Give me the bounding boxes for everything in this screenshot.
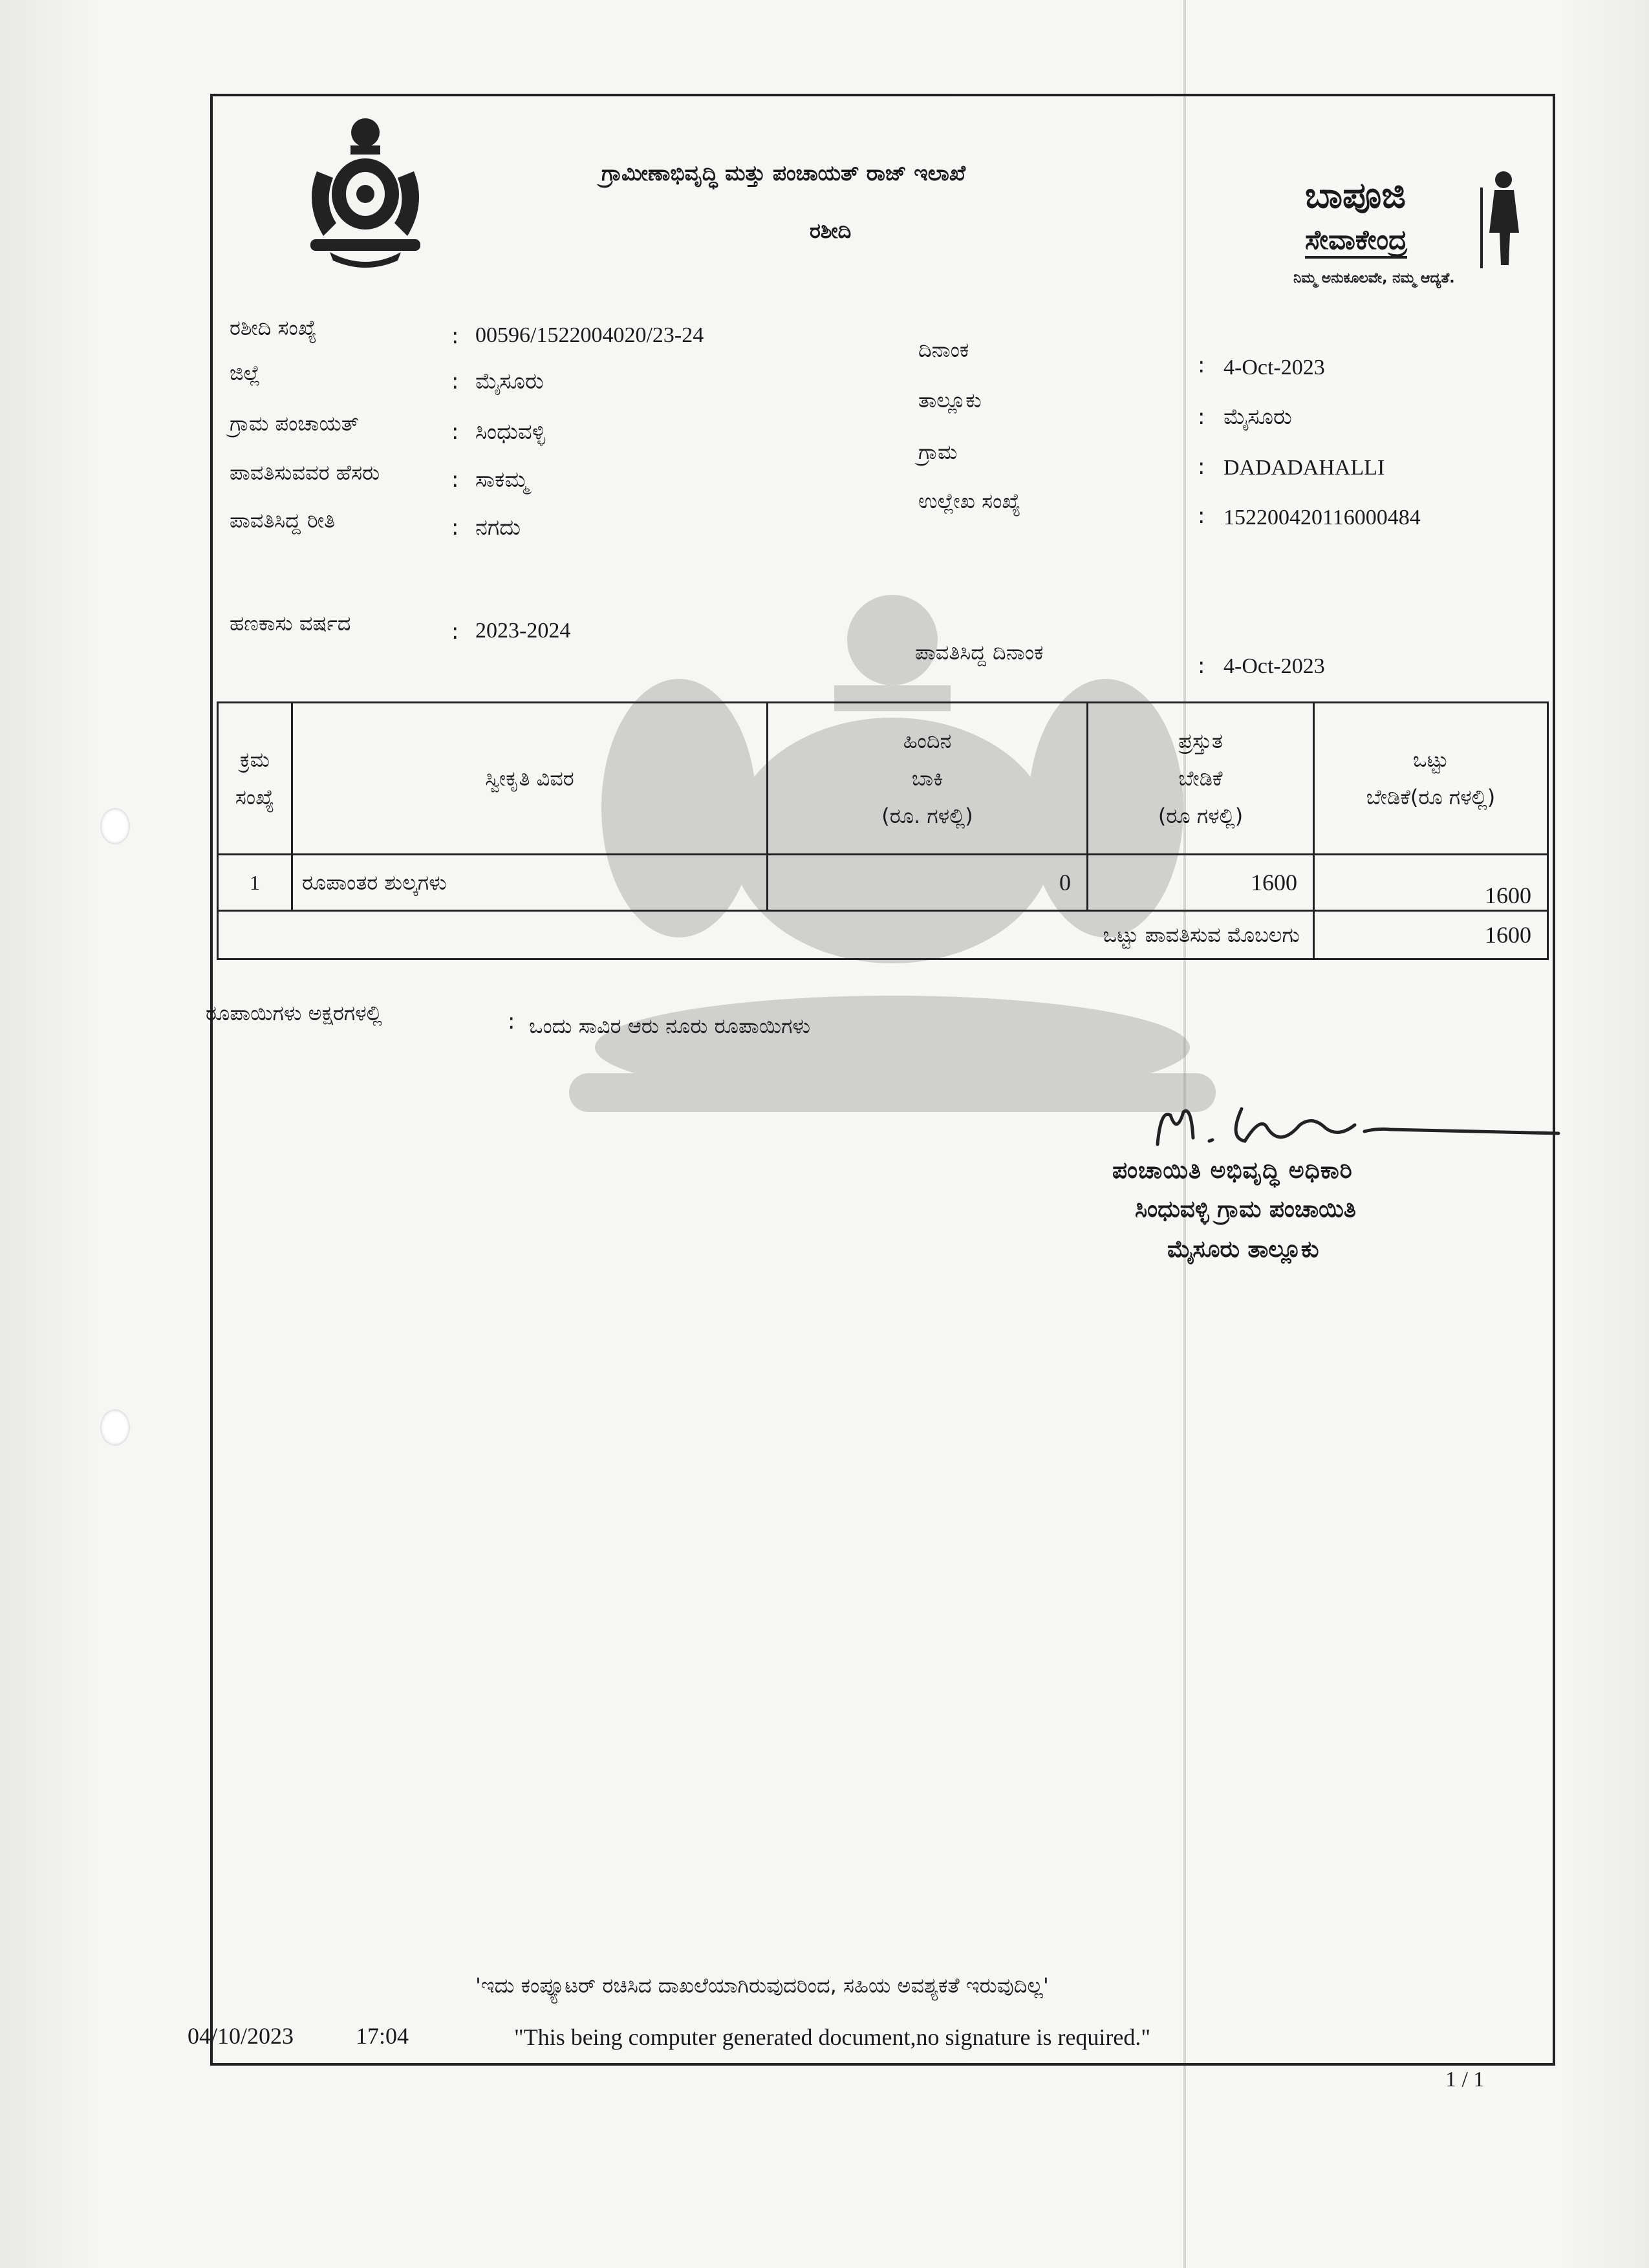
amount-words-label: ರೂಪಾಯಿಗಳು ಅಕ್ಷರಗಳಲ್ಲಿ — [206, 1001, 382, 1025]
stamp-line-1: ಪಂಚಾಯಿತಿ ಅಭಿವೃದ್ಧಿ ಅಧಿಕಾರಿ — [1112, 1157, 1353, 1184]
header-text: ಒಟ್ಟು — [1413, 747, 1449, 772]
payment-mode-value: ನಗದು — [475, 515, 521, 540]
table-total-row — [218, 911, 1548, 959]
reference-number-label: ಉಲ್ಲೇಖ ಸಂಖ್ಯೆ — [918, 489, 1021, 513]
header-text: ಸಂಖ್ಯೆ — [235, 785, 275, 809]
payer-name-label: ಪಾವತಿಸುವವರ ಹೆಸರು — [230, 460, 380, 485]
punch-hole — [100, 1409, 130, 1446]
receipt-number-value: 00596/1522004020/23-24 — [475, 323, 704, 347]
header-current-demand — [1088, 703, 1314, 855]
header-previous-due — [768, 703, 1088, 855]
financial-year-label: ಹಣಕಾಸು ವರ್ಷದ — [230, 611, 351, 636]
gram-panchayat-label: ಗ್ರಾಮ ಪಂಚಾಯತ್ — [230, 411, 360, 436]
stamp-line-2: ಸಿಂಧುವಳ್ಳಿ ಗ್ರಾಮ ಪಂಚಾಯಿತಿ — [1135, 1196, 1356, 1223]
header-text: ಬೇಡಿಕೆ(ರೂ ಗಳಲ್ಲಿ) — [1366, 785, 1496, 809]
colon: : — [451, 515, 459, 540]
date-label: ದಿನಾಂಕ — [918, 337, 969, 362]
row-description: ರೂಪಾಂತರ ಶುಲ್ಕಗಳು — [292, 855, 768, 911]
amount-words-value: ಒಂದು ಸಾವಿರ ಆರು ನೂರು ರೂಪಾಯಿಗಳು — [529, 1014, 810, 1038]
row-total-demand: 1600 — [1314, 855, 1548, 911]
total-payable-label: ಒಟ್ಟು ಪಾವತಿಸುವ ಮೊಬಲಗು — [218, 911, 1314, 959]
stamp-line-3: ಮೈಸೂರು ತಾಲ್ಲೂಕು — [1167, 1236, 1319, 1263]
header-text: ಪ್ರಸ್ತುತ — [1178, 729, 1223, 753]
row-previous-due: 0 — [768, 855, 1088, 911]
header-text: ಬಾಕಿ — [911, 766, 943, 791]
header-text: (ರೂ. ಗಳಲ್ಲಿ) — [881, 804, 973, 828]
colon: : — [1198, 653, 1205, 679]
header-text: ಸ್ವೀಕೃತಿ ವಿವರ — [485, 766, 574, 791]
bapuji-logo — [1287, 168, 1539, 297]
colon: : — [1198, 503, 1205, 529]
taluk-value: ಮೈಸೂರು — [1223, 404, 1292, 430]
punch-hole — [100, 808, 130, 844]
colon: : — [1198, 352, 1205, 378]
receipt-number-label: ರಶೀದಿ ಸಂಖ್ಯೆ — [230, 316, 317, 340]
table-header-row — [218, 703, 1548, 855]
financial-year-value: 2023-2024 — [475, 619, 571, 643]
colon: : — [1198, 454, 1205, 480]
header-total-demand — [1314, 703, 1548, 855]
header-text: ಹಿಂದಿನ — [903, 729, 952, 753]
fee-table — [217, 701, 1549, 960]
village-label: ಗ್ರಾಮ — [918, 440, 958, 464]
print-time: 17:04 — [356, 2023, 409, 2049]
header-serial — [218, 703, 292, 855]
colon: : — [451, 369, 459, 394]
village-value: DADADAHALLI — [1223, 456, 1385, 480]
taluk-label: ತಾಲ್ಲೂಕು — [918, 388, 982, 412]
district-value: ಮೈಸೂರು — [475, 369, 544, 394]
paid-date-value: 4-Oct-2023 — [1223, 654, 1325, 678]
row-current-demand: 1600 — [1088, 855, 1314, 911]
logo-tagline: ನಿಮ್ಮ ಅನುಕೂಲವೇ, ನಮ್ಮ ಆದ್ಯತೆ. — [1293, 270, 1455, 286]
receipt-title: ರಶೀದಿ — [810, 219, 852, 243]
payer-name-value: ಸಾಕಮ್ಮ — [475, 467, 529, 493]
colon: : — [451, 419, 459, 445]
payment-mode-label: ಪಾವತಿಸಿದ್ದ ರೀತಿ — [230, 508, 336, 533]
colon: : — [451, 619, 459, 645]
logo-text-main: ಬಾಪೂಜಿ — [1305, 175, 1406, 217]
gandhi-figure-icon — [1471, 168, 1536, 272]
print-date: 04/10/2023 — [188, 2023, 294, 2049]
total-payable-value: 1600 — [1314, 911, 1548, 959]
table-row — [218, 855, 1548, 911]
department-title: ಗ್ರಾಮೀಣಾಭಿವೃದ್ಧಿ ಮತ್ತು ಪಂಚಾಯತ್ ರಾಜ್ ಇಲಾಖೆ — [601, 160, 966, 186]
computer-generated-note-english: "This being computer generated document,no signature is required." — [514, 2024, 1151, 2050]
header-description — [292, 703, 768, 855]
header-text: ಬೇಡಿಕೆ — [1178, 766, 1223, 791]
row-serial: 1 — [218, 855, 292, 911]
gram-panchayat-value: ಸಿಂಧುವಳ್ಳಿ — [475, 419, 546, 445]
karnataka-emblem-icon — [291, 113, 440, 268]
page-number: 1 / 1 — [1445, 2068, 1485, 2091]
colon: : — [451, 323, 459, 349]
paid-date-label: ಪಾವತಿಸಿದ್ದ ದಿನಾಂಕ — [915, 640, 1044, 665]
colon: : — [451, 467, 459, 493]
district-label: ಜಿಲ್ಲೆ — [230, 361, 261, 385]
colon: : — [508, 1009, 515, 1034]
logo-text-sub: ಸೇವಾಕೇಂದ್ರ — [1305, 224, 1407, 259]
reference-number-value: 152200420116000484 — [1223, 506, 1421, 530]
header-text: ಕ್ರಮ — [239, 747, 270, 772]
computer-generated-note-kannada: 'ಇದು ಕಂಪ್ಯೂಟರ್ ರಚಿಸಿದ ದಾಖಲೆಯಾಗಿರುವುದರಿಂದ, ಸಹಿಯ ಅವಶ್ಯಕತೆ ಇರುವುದಿಲ್ಲ' — [475, 1973, 1049, 1998]
header-text: (ರೂ ಗಳಲ್ಲಿ) — [1158, 804, 1244, 828]
date-value: 4-Oct-2023 — [1223, 356, 1325, 380]
officer-signature — [1132, 1089, 1571, 1161]
colon: : — [1198, 404, 1205, 430]
